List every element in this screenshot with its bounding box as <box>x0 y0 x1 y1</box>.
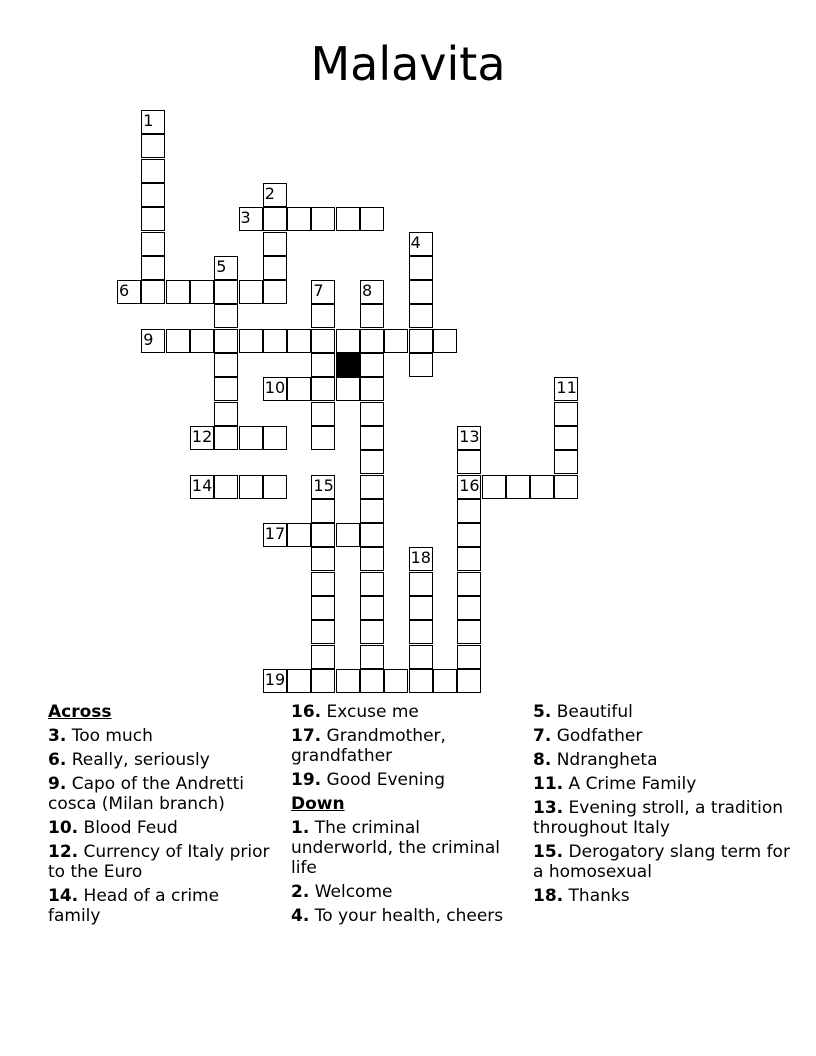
grid-cell[interactable] <box>336 377 360 401</box>
grid-cell[interactable] <box>141 256 165 280</box>
clue-across-3: 3. Too much <box>48 726 153 746</box>
grid-cell[interactable] <box>336 329 360 353</box>
grid-cell[interactable] <box>311 645 335 669</box>
grid-cell[interactable] <box>311 523 335 547</box>
black-square <box>336 353 360 377</box>
grid-cell[interactable] <box>287 377 311 401</box>
grid-cell[interactable] <box>360 620 384 644</box>
grid-cell[interactable] <box>263 426 287 450</box>
grid-cell[interactable] <box>360 353 384 377</box>
grid-cell[interactable] <box>360 669 384 693</box>
puzzle-title: Malavita <box>310 37 506 91</box>
clue-down-2: 2. Welcome <box>291 882 393 902</box>
grid-cell[interactable] <box>214 426 238 450</box>
grid-cell[interactable] <box>263 280 287 304</box>
clue-down-18: 18. Thanks <box>533 886 630 906</box>
grid-cell[interactable] <box>214 304 238 328</box>
clue-number: 16 <box>459 475 480 495</box>
clue-down-11: 11. A Crime Family <box>533 774 697 794</box>
grid-cell[interactable] <box>554 475 578 499</box>
grid-cell[interactable] <box>263 475 287 499</box>
clue-number: 9 <box>143 329 154 349</box>
grid-cell[interactable] <box>166 280 190 304</box>
grid-cell[interactable] <box>287 329 311 353</box>
grid-cell[interactable] <box>409 256 433 280</box>
grid-cell[interactable] <box>360 377 384 401</box>
clue-down-13: 13. Evening stroll, a tradition throughout Italy <box>533 798 784 838</box>
grid-cell[interactable] <box>457 572 481 596</box>
grid-cell[interactable] <box>311 304 335 328</box>
clue-across-16: 16. Excuse me <box>291 702 419 722</box>
grid-cell[interactable] <box>287 669 311 693</box>
clue-number: 13 <box>459 426 480 446</box>
clue-down-1: 1. The criminal underworld, the criminal life <box>291 818 500 878</box>
grid-cell[interactable] <box>360 523 384 547</box>
grid-cell[interactable] <box>384 669 408 693</box>
grid-cell[interactable] <box>239 426 263 450</box>
grid-cell[interactable] <box>141 280 165 304</box>
clues-column-3 <box>533 702 793 910</box>
grid-cell[interactable] <box>190 329 214 353</box>
grid-cell[interactable] <box>457 523 481 547</box>
grid-cell[interactable] <box>141 207 165 231</box>
grid-cell[interactable] <box>360 547 384 571</box>
grid-cell[interactable] <box>457 620 481 644</box>
grid-cell[interactable] <box>554 426 578 450</box>
grid-cell[interactable] <box>530 475 554 499</box>
clue-number: 5 <box>216 256 227 276</box>
grid-cell[interactable] <box>360 475 384 499</box>
grid-cell[interactable] <box>360 645 384 669</box>
grid-cell[interactable] <box>554 402 578 426</box>
clue-number: 4 <box>410 232 421 252</box>
grid-cell[interactable] <box>554 450 578 474</box>
grid-cell[interactable] <box>384 329 408 353</box>
grid-cell[interactable] <box>457 596 481 620</box>
grid-cell[interactable] <box>457 669 481 693</box>
clue-number: 18 <box>410 548 431 568</box>
grid-cell[interactable] <box>409 645 433 669</box>
grid-cell[interactable] <box>360 329 384 353</box>
clues-column-1 <box>48 702 273 930</box>
grid-cell[interactable] <box>141 134 165 158</box>
grid-cell[interactable] <box>141 159 165 183</box>
clue-across-17: 17. Grandmother, grandfather <box>291 726 446 766</box>
grid-cell[interactable] <box>214 475 238 499</box>
grid-cell[interactable] <box>457 450 481 474</box>
grid-cell[interactable] <box>311 353 335 377</box>
grid-cell[interactable] <box>263 232 287 256</box>
grid-cell[interactable] <box>409 304 433 328</box>
grid-cell[interactable] <box>214 377 238 401</box>
grid-cell[interactable] <box>336 207 360 231</box>
grid-cell[interactable] <box>214 280 238 304</box>
grid-cell[interactable] <box>457 547 481 571</box>
clue-down-7: 7. Godfather <box>533 726 643 746</box>
grid-cell[interactable] <box>287 207 311 231</box>
grid-cell[interactable] <box>409 572 433 596</box>
grid-cell[interactable] <box>360 207 384 231</box>
grid-cell[interactable] <box>311 377 335 401</box>
clue-number: 17 <box>264 524 286 544</box>
grid-cell[interactable] <box>141 183 165 207</box>
grid-cell[interactable] <box>409 353 433 377</box>
clue-number: 6 <box>119 281 130 301</box>
clue-number: 15 <box>313 475 334 495</box>
grid-cell[interactable] <box>360 596 384 620</box>
grid-cell[interactable] <box>360 499 384 523</box>
grid-cell[interactable] <box>311 547 335 571</box>
grid-cell[interactable] <box>287 523 311 547</box>
grid-cell[interactable] <box>214 402 238 426</box>
clue-number: 3 <box>240 208 251 228</box>
clue-across-14: 14. Head of a crime family <box>48 886 220 926</box>
grid-cell[interactable] <box>311 572 335 596</box>
grid-cell[interactable] <box>190 280 214 304</box>
clue-number: 19 <box>264 669 286 689</box>
grid-cell[interactable] <box>482 475 506 499</box>
clue-down-4: 4. To your health, cheers <box>291 906 504 926</box>
grid-cell[interactable] <box>506 475 530 499</box>
grid-cell[interactable] <box>360 402 384 426</box>
clue-across-10: 10. Blood Feud <box>48 818 178 838</box>
grid-cell[interactable] <box>409 280 433 304</box>
grid-cell[interactable] <box>239 475 263 499</box>
clue-across-6: 6. Really, seriously <box>48 750 210 770</box>
grid-cell[interactable] <box>360 450 384 474</box>
grid-cell[interactable] <box>263 256 287 280</box>
grid-cell[interactable] <box>336 669 360 693</box>
clue-down-8: 8. Ndrangheta <box>533 750 658 770</box>
grid-cell[interactable] <box>311 426 335 450</box>
grid-cell[interactable] <box>141 232 165 256</box>
clue-down-5: 5. Beautiful <box>533 702 633 722</box>
clue-down-15: 15. Derogatory slang term for a homosexual <box>533 842 790 882</box>
grid-cell[interactable] <box>360 572 384 596</box>
clue-across-19: 19. Good Evening <box>291 770 446 790</box>
grid-cell[interactable] <box>409 669 433 693</box>
down-heading: Down <box>291 794 345 814</box>
clue-across-12: 12. Currency of Italy prior to the Euro <box>48 842 270 882</box>
grid-cell[interactable] <box>360 426 384 450</box>
grid-cell[interactable] <box>311 669 335 693</box>
grid-cell[interactable] <box>263 207 287 231</box>
clues-column-2 <box>291 702 523 930</box>
grid-cell[interactable] <box>311 329 335 353</box>
grid-cell[interactable] <box>311 402 335 426</box>
across-heading: Across <box>48 702 112 722</box>
clue-number: 2 <box>264 183 275 203</box>
grid-cell[interactable] <box>311 207 335 231</box>
grid-cell[interactable] <box>409 596 433 620</box>
clue-number: 11 <box>556 378 577 398</box>
grid-cell[interactable] <box>409 329 433 353</box>
grid-cell[interactable] <box>263 329 287 353</box>
grid-cell[interactable] <box>457 499 481 523</box>
grid-cell[interactable] <box>433 329 457 353</box>
grid-cell[interactable] <box>214 353 238 377</box>
grid-cell[interactable] <box>239 280 263 304</box>
grid-cell[interactable] <box>311 620 335 644</box>
grid-cell[interactable] <box>433 669 457 693</box>
grid-cell[interactable] <box>214 329 238 353</box>
grid-cell[interactable] <box>409 620 433 644</box>
clue-number: 14 <box>191 475 213 495</box>
grid-cell[interactable] <box>166 329 190 353</box>
clue-number: 7 <box>313 281 324 301</box>
grid-cell[interactable] <box>336 523 360 547</box>
grid-cell[interactable] <box>311 596 335 620</box>
clue-number: 10 <box>264 378 286 398</box>
grid-cell[interactable] <box>311 499 335 523</box>
grid-cell[interactable] <box>360 304 384 328</box>
grid-cell[interactable] <box>239 329 263 353</box>
clue-across-9: 9. Capo of the Andretti cosca (Milan branch) <box>48 774 245 814</box>
clue-number: 12 <box>191 426 213 446</box>
grid-cell[interactable] <box>457 645 481 669</box>
clue-number: 1 <box>143 111 154 130</box>
clue-number: 8 <box>362 281 373 301</box>
